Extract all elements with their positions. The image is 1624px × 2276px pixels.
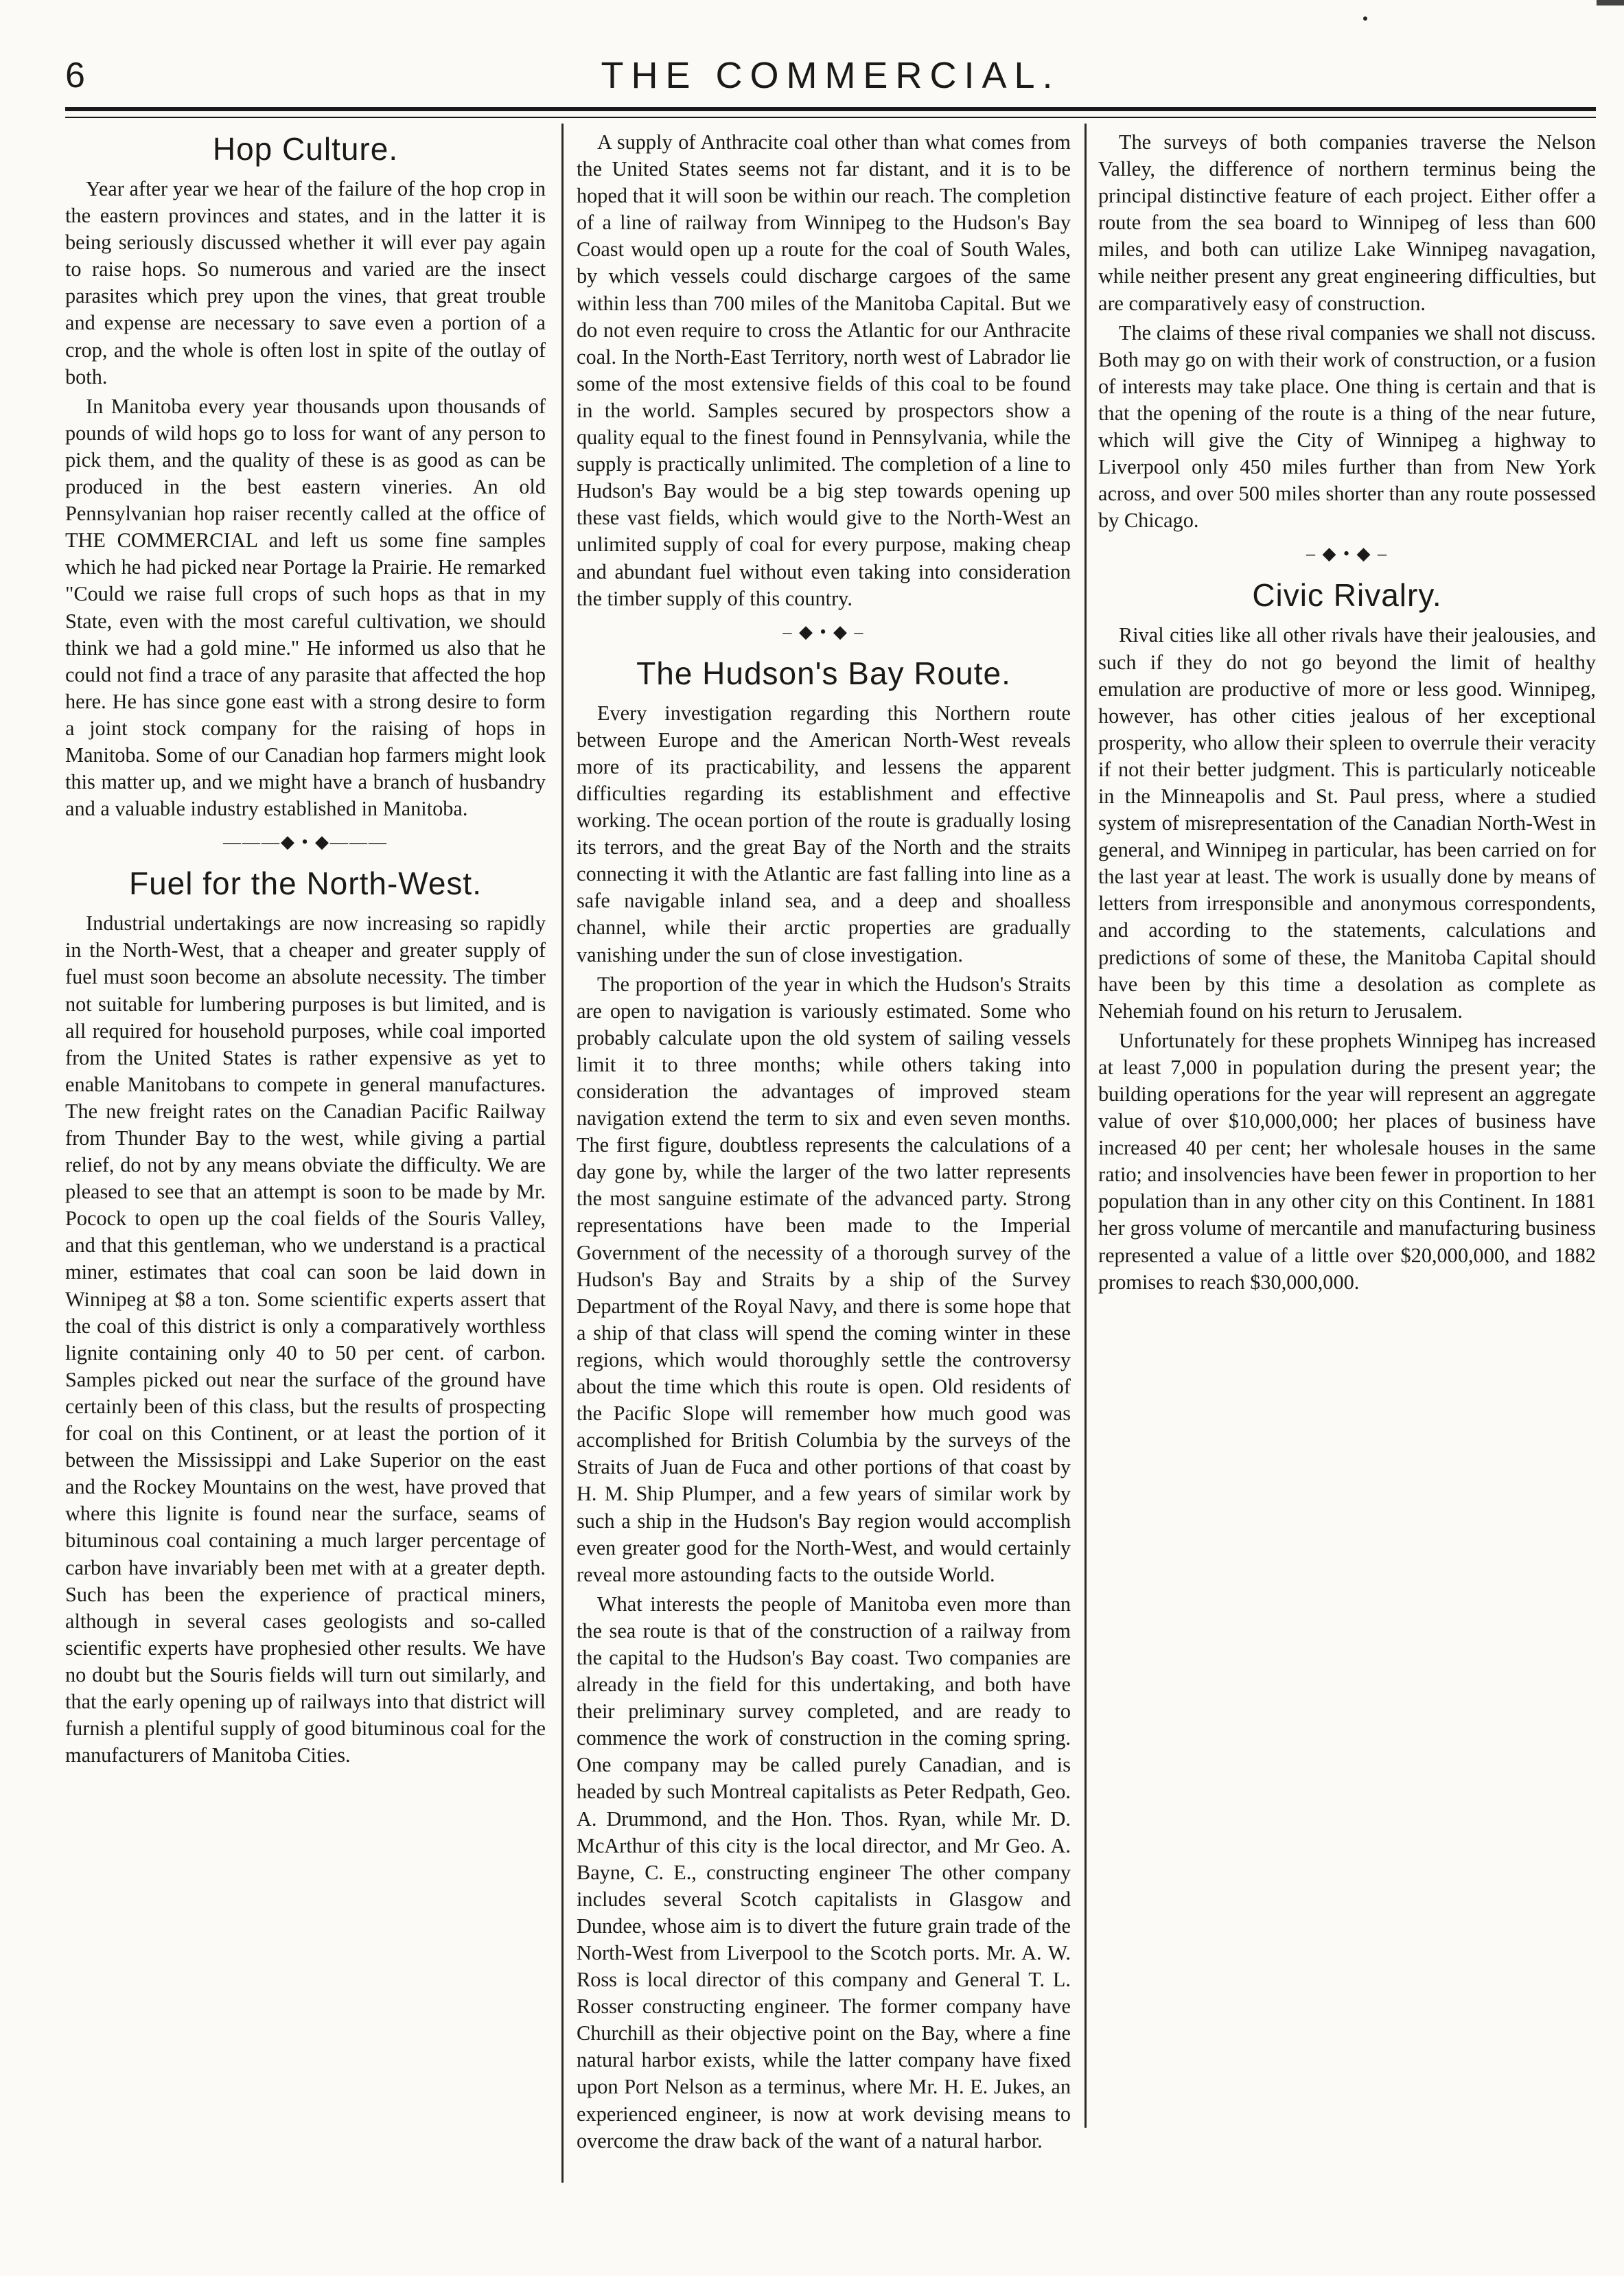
column-3	[1098, 129, 1596, 2188]
paragraph: Every investigation regarding this Northern route between Europe and the American North-West reveals more of its practicability, and lessens the apparent difficulties regarding its establishment and effective working. The ocean portion of the route is gradually losing its terrors, and the great Bay of the North and the straits connecting it with the Atlantic are fast falling into line as a safe navigable inland sea, and a deep and shoalless channel, while their arctic properties are gradually vanishing under the sun of close investigation.	[577, 701, 1071, 966]
column-2	[577, 129, 1071, 2216]
article-hudsons-bay	[577, 653, 1071, 2155]
paragraph: Rival cities like all other rivals have their jealousies, and such if they do not go beyond the limit of healthy emulation are productive of more or less good. Winnipeg, however, has other cities jealous of her exceptional prosperity, who allow their spleen to overrule their veracity if not their better judgment. This is particularly noticeable in the Minneapolis and St. Paul press, where a studied system of misrepresentation of the Canadian North-West in general, and Winnipeg in particular, has been carried on for the last year at least. The work is usually done by means of letters from irresponsible and anonymous correspondents, and according to the statements, calculations and predictions of some of these, the Manitoba Capital should have been by this time a desolation as complete as Nehemiah found on his return to Jerusalem.	[1098, 623, 1596, 1023]
masthead-rule-thin	[65, 117, 1596, 118]
separator-ornament: ———◆ • ◆———	[222, 832, 388, 852]
headline-fuel: Fuel for the North-West.	[129, 866, 482, 902]
column-divider-1	[561, 124, 564, 2183]
headline-hop-culture: Hop Culture.	[212, 131, 399, 167]
paragraph: The proportion of the year in which the Hudson's Straits are open to navigation is variously estimated. Some who probably calculate upon the old system of sailing vessels limit it to three months; while others taking into consideration the advantages of improved steam navigation extend the term to six and even seven months. The first figure, doubtless represents the calculations of a day gone by, while the larger of the two latter represents the most sanguine estimate of the advanced party. Strong representations have been made to the Imperial Government of the necessity of a thorough survey of the Hudson's Bay and Straits by a ship of the Survey Department of the Royal Navy, and there is some hope that a ship of that class will spend the coming winter in these regions, which would thoroughly settle the controversy about the time which this route is open. Old residents of the Pacific Slope will remember how much good was accomplished for British Columbia by the surveys of the Straits of Juan de Fuca and other portions of that coast by H. M. Ship Plumper, and a few years of similar work by such a ship in the Hudson's Bay region would accomplish even greater good for the North-West, and would certainly reveal more astounding facts to the outside World.	[577, 972, 1071, 1586]
separator-ornament: – ◆ • ◆ –	[782, 621, 865, 642]
article-hop-culture	[65, 129, 546, 822]
page-number: 6	[65, 56, 85, 95]
separator-ornament: – ◆ • ◆ –	[1306, 544, 1389, 564]
paragraph: A supply of Anthracite coal other than what comes from the United States seems not far distant, and it is to be hoped that it will soon be within our reach. The completion of a line of railway from Winnipeg to the Hudson's Bay Coast would open up a route for the coal of South Wales, by which vessels could discharge cargoes of the same within less than 700 miles of the Manitoba Capital. But we do not even require to cross the Atlantic for our Anthracite coal. In the North-East Territory, north west of Labrador lie some of the most extensive fields of this coal to be found in the world. Samples secured by prospectors show a quality equal to the finest found in Pennsylvania, while the supply is practically unlimited. The completion of a line to Hudson's Bay would be a big step towards opening up these vast fields, which would give to the North-West an unlimited supply of coal for every purpose, making cheap and abundant fuel without even taking into consideration the timber supply of this country.	[577, 130, 1071, 610]
column-1	[65, 129, 546, 2202]
article-fuel-continued	[577, 129, 1071, 612]
article-civic-rivalry	[1098, 575, 1596, 1295]
column-divider-2	[1084, 124, 1087, 2128]
headline-civic-rivalry: Civic Rivalry.	[1252, 577, 1442, 614]
publication-title: THE COMMERCIAL.	[601, 55, 1060, 96]
masthead	[65, 49, 1596, 111]
paragraph: Industrial undertakings are now increasing so rapidly in the North-West, that a cheaper and greater supply of fuel must soon become an absolute necessity. The timber not suitable for lumbering purposes is but limited, and is all required for household purposes, while coal imported from the United States is rather expensive as yet to enable Manitobans to compete in general manufactures. The new freight rates on the Canadian Pacific Railway from Thunder Bay to the west, while giving a partial relief, do not by any means obviate the difficulty. We are pleased to see that an attempt is soon to be made by Mr. Pocock to open up the coal fields of the Souris Valley, and that this gentleman, who we understand is a practical miner, estimates that coal can soon be laid down in Winnipeg at $8 a ton. Some scientific experts assert that the coal of this district is only a comparatively worthless lignite containing only 40 to 50 per cent. of carbon. Samples picked out near the surface of the ground have certainly been of this class, but the results of prospecting for coal on this Continent, or at least the portion of it between the Mississippi and Lake Superior on the east and the Rockey Mountains on the west, have proved that where this lignite is found near the surface, seams of bituminous coal containing a much larger percentage of carbon have invariably been met with at a greater depth. Such has been the experience of practical miners, although in several cases geologists and so-called scientific experts have prophesied other results. We have no doubt but the Souris fields will turn out similarly, and that the early opening up of railways into that district will furnish a plentiful supply of good bituminous coal for the manufacturers of Manitoba Cities.	[65, 911, 546, 1767]
paragraph: The surveys of both companies traverse the Nelson Valley, the difference of northern terminus being the principal distinctive feature of each project. Either offer a route from the sea board to Winnipeg of less than 600 miles, and both can utilize Lake Winnipeg navagation, while neither present any great engineering difficulties, but are comparatively easy of construction.	[1098, 130, 1596, 315]
paragraph: The claims of these rival companies we shall not discuss. Both may go on with their work of construction, or a fusion of interests may take place. One thing is certain and that is that the opening of the route is a thing of the near future, which will give the City of Winnipeg a highway to Liverpool only 450 miles further than from New York across, and over 500 miles shorter than any route possessed by Chicago.	[1098, 321, 1596, 533]
article-hudsons-bay-continued	[1098, 129, 1596, 534]
article-fuel	[65, 863, 546, 1769]
paragraph: What interests the people of Manitoba even more than the sea route is that of the construction of a railway from the capital to the Hudson's Bay coast. Two companies are already in the field for this undertaking, and both have their preliminary survey completed, and are ready to commence the work of construction in the coming spring. One company may be called purely Canadian, and is headed by such Montreal capitalists as Peter Redpath, Geo. A. Drummond, and the Hon. Thos. Ryan, while Mr. D. McArthur of this city is the local director, and Mr Geo. A. Bayne, C. E., constructing engineer The other company includes several Scotch capitalists in Glasgow and Dundee, whose aim is to divert the future grain trade of the North-West from Liverpool to the Scotch ports. Mr. A. W. Ross is local director of this company and General T. L. Rosser constructing engineer. The former company have Churchill as their objective point on the Bay, where a fine natural harbor exists, while the latter company have fixed upon Port Nelson as a terminus, where Mr. H. E. Jukes, an experienced engineer, is now at work devising means to overcome the draw back of the want of a natural harbor.	[577, 1592, 1071, 2152]
paragraph: Year after year we hear of the failure of the hop crop in the eastern provinces and states, and in the latter it is being seriously discussed whether it will ever pay again to raise hops. So numerous and varied are the insect parasites which prey upon the vines, that great trouble and expense are necessary to save even a portion of a crop, and the whole is often lost in spite of the outlay of both.	[65, 177, 546, 388]
masthead-rule-thick	[65, 107, 1596, 111]
paragraph: In Manitoba every year thousands upon thousands of pounds of wild hops go to loss for want of any person to pick them, and the quality of these is as good as can be produced in the best eastern vineries. An old Pennsylvanian hop raiser recently called at the office of THE COMMERCIAL and left us some fine samples which he had picked near Portage la Prairie. He remarked "Could we raise full crops of such hops as that in my State, even with the most careful cultivation, we should think we had a gold mine." He informed us also that he could not find a trace of any parasite that affected the hop here. He has since gone east with a strong desire to form a joint stock company for the raising of hops in Manitoba. Some of our Canadian hop farmers might look this matter up, and we might have a branch of husbandry and a valuable industry established in Manitoba.	[65, 394, 546, 821]
ink-speck	[1363, 16, 1367, 21]
headline-hudsons-bay: The Hudson's Bay Route.	[636, 655, 1011, 691]
edge-mark	[1597, 0, 1624, 5]
paragraph: Unfortunately for these prophets Winnipeg has increased at least 7,000 in population during the present year; the building operations for the year will represent an aggregate value of over $10,000,000; her places of business have increased 40 per cent; her wholesale houses in the same ratio; and insolvencies have been fewer in proportion to her population than in any other city on this Continent. In 1881 her gross volume of mercantile and manufacturing business represented a value of a little over $20,000,000, and 1882 promises to reach $30,000,000.	[1098, 1028, 1596, 1294]
